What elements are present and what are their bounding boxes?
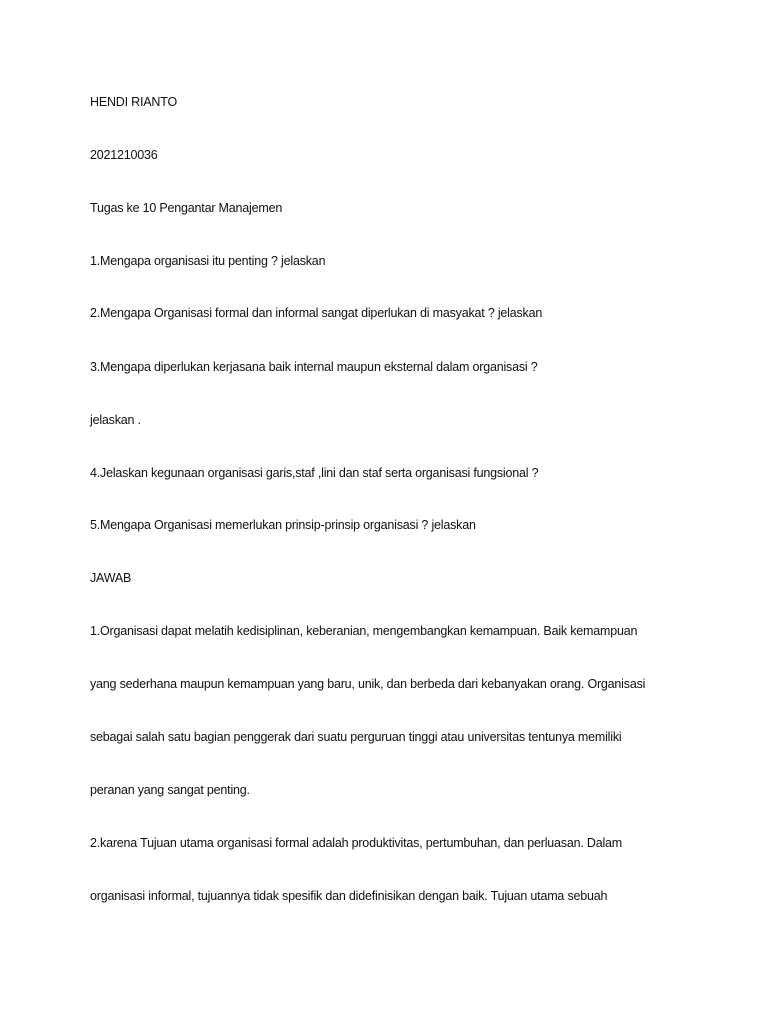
answer-line: 1.Organisasi dapat melatih kedisiplinan, keberanian, mengembangkan kemampuan. Baik kemampuan [90,624,638,638]
assignment-title: Tugas ke 10 Pengantar Manajemen [90,201,283,215]
question-2: 2.Mengapa Organisasi formal dan informal sangat diperlukan di masyakat ? jelaskan [90,306,543,320]
student-id: 2021210036 [90,148,158,162]
author-name: HENDI RIANTO [90,95,177,109]
answer-line: yang sederhana maupun kemampuan yang baru, unik, dan berbeda dari kebanyakan orang. Organisasi [90,677,646,691]
answer-line: peranan yang sangat penting. [90,783,250,797]
answer-heading: JAWAB [90,571,132,585]
question-3-continued: jelaskan . [90,413,141,427]
question-4: 4.Jelaskan kegunaan organisasi garis,staf ,lini dan staf serta organisasi fungsional ? [90,466,539,480]
answer-line: organisasi informal, tujuannya tidak spesifik dan didefinisikan dengan baik. Tujuan utama sebuah [90,889,608,903]
question-5: 5.Mengapa Organisasi memerlukan prinsip-prinsip organisasi ? jelaskan [90,518,476,532]
answer-line: 2.karena Tujuan utama organisasi formal adalah produktivitas, pertumbuhan, dan perluasan. Dalam [90,836,623,850]
question-3: 3.Mengapa diperlukan kerjasana baik internal maupun eksternal dalam organisasi ? [90,360,538,374]
question-1: 1.Mengapa organisasi itu penting ? jelaskan [90,254,326,268]
answer-line: sebagai salah satu bagian penggerak dari suatu perguruan tinggi atau universitas tentunya memiliki [90,730,622,744]
